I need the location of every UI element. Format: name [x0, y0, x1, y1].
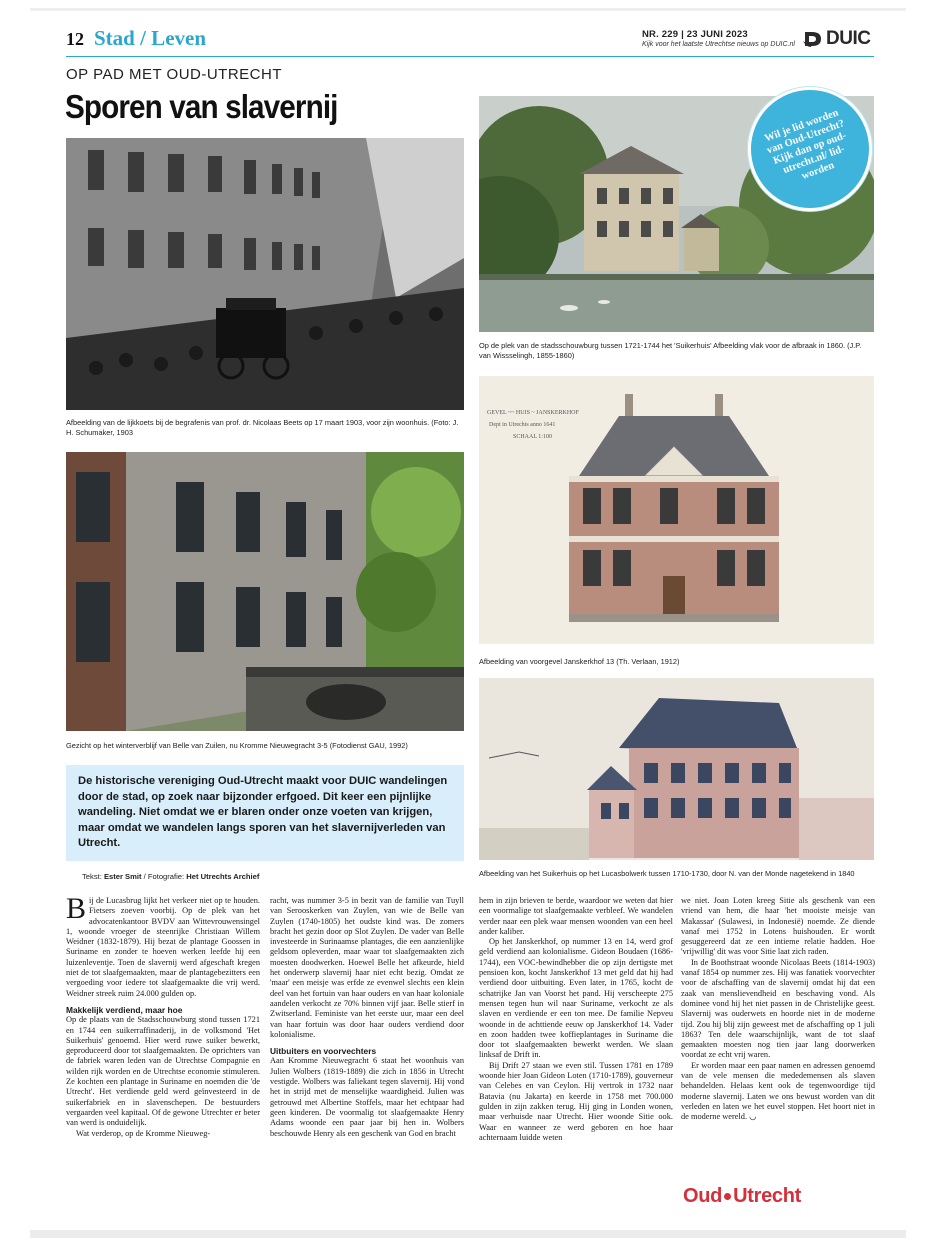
oud-utrecht-logo[interactable]: [683, 1185, 801, 1208]
body-column-4: [681, 896, 875, 1123]
subheading-2: Uitbuiters en voorvechters: [270, 1046, 377, 1057]
page-number: 12: [66, 29, 84, 49]
col3-para1: hem in zijn brieven te berde, waardoor we weten dat hier een voormalige tot slaafgemaakte verbleef. We wandelen verder naar een plek waar mensen woonden van een heel ander kaliber.: [479, 896, 673, 936]
oud-utrecht-logo-left: Oud: [683, 1185, 723, 1207]
photo-suikerhuis-sketch: [479, 678, 874, 860]
col1-para1: [66, 892, 260, 999]
col3-para2: Op het Janskerkhof, op nummer 13 en 14, werd grof geld verdiend aan kolonialisme. Gideon Boudaen (1686-1744), een VOC-bewindhebber die op zijn dertigste met pensioen kon, kocht Janskerkhof 13 met geld dat hij had verdiend door uitbuiting. Even later, in 1765, kocht de schatrijke Jan van Voorst het pand. Hij verscheepte 275 mensen tegen hun wil naar Suriname, verkocht ze als slaven en verdiende er een ton mee. De familie Nepveu woonde in de achttiende eeuw op Janskerkhof 14. Vader en zoon hadden twee koffieplantages in Suriname die door tot slaafgemaakten bewerkt werden. We slaan linksaf de Drift in.: [479, 937, 673, 1060]
page-edge-top: [30, 8, 906, 11]
caption-photo3: Op de plek van de stadsschouwburg tussen 1721-1744 het 'Suikerhuis' Afbeelding vlak voor de afbraak in 1860. (J.P. van Wissselingh, 1855-1860): [479, 341, 862, 360]
col2-para1: racht, was nummer 3-5 in bezit van de familie van Tuyll van Serooskerken van Zuylen, van wie de Belle van Zuylen (1740-1805) het oudste kind was. De zomers bracht het gezin door op Slot Zuylen. De vader van Belle investeerde in Surinaamse plantages, die een aanzienlijke geldsom opleverden, maar waar tot slaafgemaakten zich moesten doodwerken. Hoewel Belle het afkeurde, hield het onderwerp slavernij haar niet echt bezig. Omdat ze 'maar' een meisje was erfde ze evenwel slechts een klein deel van het fortuin van haar ouders en van haar koloniale aandelen verkocht ze 70% binnen vijf jaar. Belle stierf in Zwitserland. Feministe van het eerste uur, maar een deel van haar fortuin was door haar ouders verdiend door kolonialisme.: [270, 896, 464, 1039]
body-column-3: [479, 896, 673, 1143]
credit-author: Ester Smit: [103, 872, 142, 881]
drop-cap: B: [66, 892, 87, 925]
caption-photo5: Afbeelding van het Suikerhuis op het Lucasbolwerk tussen 1710-1730, door N. van der Monde nagetekend in 1840: [479, 869, 855, 878]
drawing-label-3: SCHAAL 1:100: [513, 434, 552, 440]
subheading-1: Makkelijk verdiend, maar hoe: [66, 1004, 183, 1015]
credit-prefix: Tekst:: [82, 872, 104, 881]
drawing-label-1: GEVEL ~~ HUIS ~ JANSKERKHOF: [487, 410, 579, 416]
duic-logo-icon: [803, 29, 825, 49]
membership-badge[interactable]: [748, 87, 872, 211]
caption-photo2: Gezicht op het winterverblijf van Belle van Zuilen, nu Kromme Nieuwegracht 3-5 (Fotodienst GAU, 1992): [66, 741, 408, 750]
col4-para3-text: Er worden maar een paar namen en adressen genoemd van de vele mensen die mededemensen als slaven behandelden. Helaas kent ook de tegenwoordige tijd moderne slavernij. Laten we ons bewust worden van dit verleden en laten we het euvel stoppen. Het hoort niet in de moderne wereld.: [681, 1060, 875, 1122]
caption-photo1: Afbeelding van de lijkkoets bij de begrafenis van prof. dr. Nicolaas Beets op 17 maart 1903, voor zijn woonhuis. (Foto: J. H. Schumaker, 1903: [66, 418, 459, 437]
tagline: Kijk voor het laatste Utrechtse nieuws op DUIC.nl: [642, 41, 795, 48]
col4-para1: we niet. Joan Loten kreeg Sitie als geschenk van een vriend van hem, die haar 'het mooiste meisje van Makassar' (Sulawesi, in Indonesië) noemde. Ze diende vanaf mei 1752 in Lotens huishouden. Er wordt gesuggereerd dat ze een intieme relatie hadden. Hoe 'vrijwillig' dit was voor Sitie laat zich raden.: [681, 896, 875, 957]
article-kicker: OP PAD MET OUD-UTRECHT: [66, 66, 283, 83]
intro-box: [66, 765, 464, 861]
intro-text: De historische vereniging Oud-Utrecht maakt voor DUIC wandelingen door de stad, op zoek naar bijzonder erfgoed. Dit keer een pijnlijke wandeling. Niet omdat we er blaren onder onze voeten van krijgen, maar omdat we wandelen langs sporen van het slavernijverleden van Utrecht.: [78, 775, 448, 849]
end-mark-icon: ◡: [749, 1112, 757, 1122]
col1-para1-text: ij de Lucasbrug lijkt het verkeer niet op te houden. Fietsers zoeven voorbij. Op de plek van het advocatenkantoor BVDV aan Wittevrouwensingel 1, woonde vroeger de steenrijke Christiaan Willem Weidner (1832-1879). Hij bezat de plantage Goossen in Suriname en zonder te hoeven werken leefde hij een luizenleventje. Toen de slavernij werd afgeschaft kregen niet de tot slaafgemaakten, maar de plantagebezitters een vergoeding voor iedere tot slaafgemaakte die vrij werd. Weidner streek ruim 24.000 gulden op.: [66, 896, 260, 998]
article-credit: [82, 872, 259, 881]
drawing-label-2: Dept in Utrechts anno 1641: [489, 422, 556, 428]
body-column-1: [66, 892, 260, 1139]
photo-canal-house: [66, 452, 464, 731]
issue-info: NR. 229 | 23 JUNI 2023: [642, 29, 748, 40]
col4-para3: [681, 1061, 875, 1123]
duic-logo-text: DUIC: [826, 28, 871, 49]
credit-separator: / Fotografie:: [141, 872, 187, 881]
caption-photo4: Afbeelding van voorgevel Janskerkhof 13 (Th. Verlaan, 1912): [479, 657, 680, 666]
col4-para2: In de Boothstraat woonde Nicolaas Beets (1814-1903) vanaf 1854 op nummer zes. Hij was fanatiek voorvechter voor de afschaffing van de slavernij omdat hij dat een zaak van menslievendheid en beschaving vond. Als dominee vond hij het niet passen in de Christelijke geest. Slavernij was ouderwets en hoorde niet in de moderne tijd. Zou hij blij zijn geweest met de afschaffing op 1 juli 1863? Ten dele waarschijnlijk, want de tot slaaf gemaakten moesten nog tien jaar lang doorwerken voordat ze echt vrij waren.: [681, 957, 875, 1060]
col2-para2: Aan Kromme Nieuwegracht 6 staat het woonhuis van Julien Wolbers (1819-1889) die zich in 1856 in Utrecht vestigde. Wolbers was faliekant tegen slavernij. Hij vond het in strijd met de menselijke waardigheid. Julien was getrouwd met Albertine Stoffels, maar het echtpaar had geen kinderen. De voormalig tot slaafgemaakte Henry Adams woonde een paar jaar bij hen in. Wolbers beschouwde Henry als een geschenk van God en bracht: [270, 1056, 464, 1138]
credit-photography: Het Utrechts Archief: [186, 872, 260, 881]
col1-para2: Op de plaats van de Stadsschouwburg stond tussen 1721 en 1744 een suikerraffinaderij, in de volksmond 'Het Suikerhuis' genoemd. Hier werd ruwe suiker bewerkt, geproduceerd door tot slaafgemaakten. De oprichters van de fabriek waren leden van de Utrechtse Compagnie en wilden rijk worden en de Utrechtse economie stimuleren. Ze kochten een plantage in Suriname en noemden die 'de Utrecht'. Het verdiende geld werd geïnvesteerd in de suikerfabriek en in slavenschepen. De bestuurders vergaarden veel kapitaal. Of de gewone Utrechter er beter van werd is onduidelijk.: [66, 1015, 260, 1128]
article-title: Sporen van slavernij: [65, 88, 338, 125]
body-column-2: [270, 896, 464, 1139]
page-edge-bottom: [30, 1230, 906, 1238]
header-rule: [66, 56, 874, 57]
photo-funeral-procession: [66, 138, 464, 410]
logo-dot-icon: [724, 1193, 731, 1200]
section-title: Stad / Leven: [94, 26, 207, 50]
membership-badge-text: Wil je lid worden van Oud-Utrecht? Kijk dan op oud-utrecht.nl/ lid-worden: [763, 107, 848, 183]
col3-para3: Bij Drift 27 staan we even stil. Tussen 1781 en 1789 woonde hier Joan Gideon Loten (1710-1789), gouverneur van Celebes en van Ceylon. Hij vertrok in 1732 naar Batavia (nu Jakarta) en keerde in 1758 met 700.000 gulden in zijn zakken terug. Hij ging in Londen wonen, maar verhuisde naar Utrecht. Hier woonde Sitie ook. Waar en wanneer ze werd geboren en hoe haar achternaam luidde weten: [479, 1060, 673, 1142]
photo-janskerkhof-drawing: [479, 376, 874, 644]
oud-utrecht-logo-right: Utrecht: [733, 1185, 802, 1207]
col1-para3: Wat verderop, op de Kromme Nieuweg-: [76, 1128, 211, 1138]
duic-logo[interactable]: [803, 28, 870, 50]
